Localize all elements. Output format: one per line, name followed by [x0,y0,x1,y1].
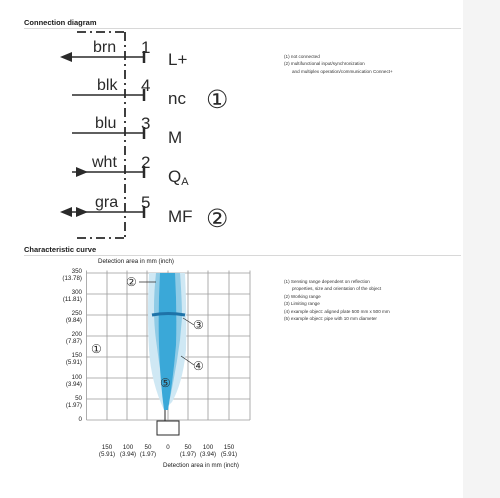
page-margin-strip [463,0,500,498]
marker-plate: ④ [193,359,204,373]
pin-number: 3 [141,114,151,133]
wire-label: brn [93,39,117,56]
connection-note: and multiplex operation/communication Connect+ [292,68,393,74]
y-tick: 250 (9.84) [65,310,82,324]
x-axis-ticks [86,444,256,464]
wire-label: gra [95,194,119,211]
connection-divider [24,28,461,29]
y-tick: 50 (1.97) [65,395,82,409]
y-tick: 0 [78,416,82,423]
connection-diagram-title: Connection diagram [24,18,97,27]
pin-number: 4 [141,76,151,95]
y-tick: 300 (11.81) [62,289,82,303]
curve-note: properties, size and orientation of the object [292,286,382,292]
wire-label: blu [95,115,117,132]
top-axis-label: Detection area in mm (inch) [98,258,174,265]
connection-note: (2) multifunctional input/synchronization [284,61,365,67]
limiting-range-line [152,314,185,316]
pin-row-3 [72,114,182,147]
sensor-body [157,421,179,435]
curve-divider [24,255,461,256]
curve-note: (1) Sensing range dependent on reflection [284,279,370,284]
pin-row-5 [60,193,228,233]
connection-diagram [0,30,260,242]
marker-pipe: ⑤ [160,376,171,390]
pin-number: 2 [141,153,151,172]
pin-function: nc [168,89,186,108]
bottom-axis-label: Detection area in mm (inch) [163,462,239,469]
curve-note: (3) Limiting range [284,301,320,307]
curve-note: (5) example object: pipe with 10 mm diameter [284,316,377,322]
marker-working-range: ② [126,275,137,289]
x-tick: 50 (1.97) [179,444,197,458]
wire-label: wht [92,154,117,171]
y-tick: 100 (3.94) [65,374,82,388]
y-tick: 200 (7.87) [65,331,82,345]
marker-limiting-range: ③ [193,318,204,332]
pin-row-2 [72,153,189,188]
pin-function: M [168,128,183,147]
connection-notes [284,53,393,75]
pin-number: 1 [141,38,151,57]
y-tick: 150 (5.91) [65,352,82,366]
pin-row-4 [72,76,228,114]
arrow-in-icon [60,207,72,217]
connection-note: (1) not connected [284,54,320,59]
note-marker-2: ② [206,205,229,233]
arrow-in-icon [60,52,72,62]
x-tick: 100 (3.94) [199,444,217,458]
x-tick: 50 (1.97) [139,444,157,458]
x-tick: 150 (5.91) [220,444,238,458]
y-tick: 350 (13.78) [62,268,82,282]
marker-sensing-range: ① [91,342,102,356]
arrow-out-icon [76,167,88,177]
characteristic-plot [86,270,254,440]
x-tick: 0 [166,444,170,451]
arrow-out-icon [76,207,88,217]
pin-function: L+ [168,50,188,69]
characteristic-curve-title: Characteristic curve [24,245,97,254]
x-tick: 150 (5.91) [98,444,116,458]
pin-row-1 [60,38,187,69]
curve-notes [284,278,390,322]
wire-label: blk [97,77,118,94]
pin-function: QA [168,167,189,188]
pin-function: MF [168,207,193,226]
x-tick: 100 (3.94) [119,444,137,458]
curve-note: (2) Working range [284,293,321,299]
curve-note: (4) example object: aligned plate 500 mm x 500 mm [284,308,390,314]
pin-number: 5 [141,193,151,212]
note-marker-1: ① [206,86,229,114]
